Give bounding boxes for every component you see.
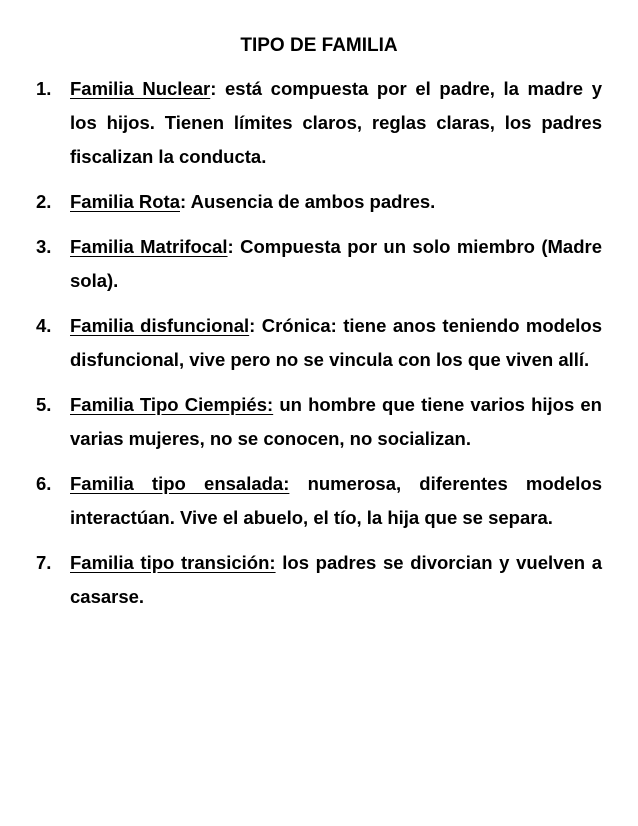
item-definition: está compuesta por el padre, la madre y los hijos. Tienen límites claros, reglas claras, los padres fiscalizan la conducta. (70, 78, 602, 167)
item-separator: : (227, 236, 234, 257)
list-item (36, 388, 602, 456)
item-number: 3. (36, 236, 52, 257)
item-term: Familia Nuclear (70, 78, 211, 99)
list-item (36, 230, 602, 298)
item-term: Familia disfuncional (70, 315, 250, 336)
list-item (36, 309, 602, 377)
family-types-list (36, 72, 602, 625)
item-separator: : (180, 191, 187, 212)
item-number: 4. (36, 315, 52, 336)
item-definition: numerosa, diferentes modelos interactúan. Vive el abuelo, el tío, la hija que se separa. (70, 473, 602, 528)
item-term: Familia Tipo Ciempiés: (70, 394, 274, 415)
list-item (36, 185, 602, 219)
item-term: Familia Matrifocal (70, 236, 228, 257)
list-item (36, 72, 602, 174)
item-definition: un hombre que tiene varios hijos en varias mujeres, no se conocen, no socializan. (70, 394, 602, 449)
item-number: 2. (36, 191, 52, 212)
document-title: TIPO DE FAMILIA (240, 35, 398, 56)
item-definition: los padres se divorcian y vuelven a casarse. (70, 552, 602, 607)
item-definition: Ausencia de ambos padres. (186, 191, 436, 212)
item-term: Familia Rota (70, 191, 180, 212)
item-separator: : (249, 315, 256, 336)
item-definition: Compuesta por un solo miembro (Madre sola). (70, 236, 603, 291)
item-separator: : (210, 78, 217, 99)
item-term: Familia tipo transición: (70, 552, 276, 573)
item-definition: Crónica: tiene anos teniendo modelos disfuncional, vive pero no se vincula con los que viven allí. (70, 315, 603, 370)
item-number: 5. (36, 394, 52, 415)
item-term: Familia tipo ensalada: (70, 473, 290, 494)
item-number: 6. (36, 473, 52, 494)
item-number: 7. (36, 552, 52, 573)
list-item (36, 546, 602, 614)
item-number: 1. (36, 78, 52, 99)
list-item (36, 467, 602, 535)
